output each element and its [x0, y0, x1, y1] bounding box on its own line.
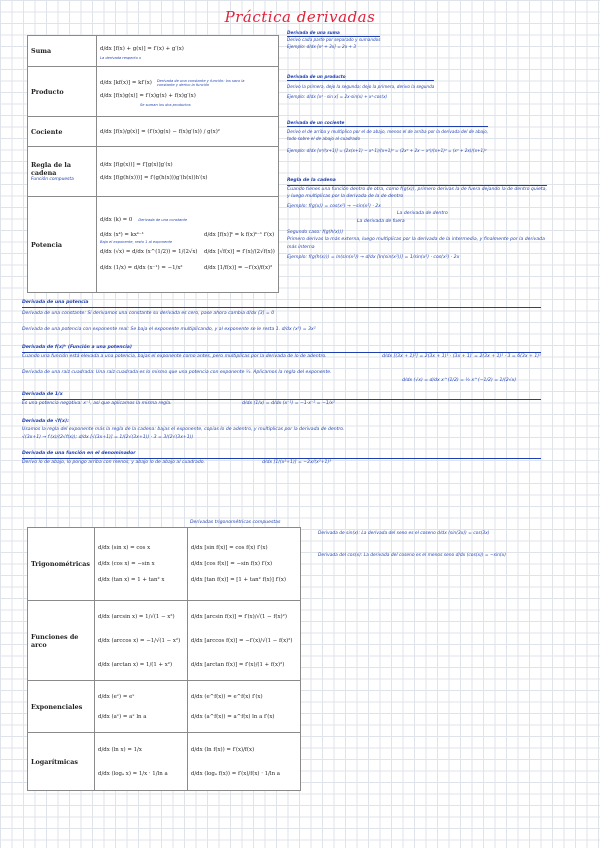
trig-note-cos: Derivada del cos(x): La derivada del coseno es el menos seno d/dx (cos(x)) = −sin(x) — [318, 553, 506, 558]
formula: d/dx [arccos f(x)] = −f′(x)/√(1 − f(x)²) — [190, 637, 293, 644]
notes-producto — [287, 74, 434, 100]
note-line: más interna — [287, 244, 315, 250]
formula: d/dx [f(g(x))] = f′[g(x)]g′(x) — [100, 162, 173, 168]
note-line: Es una potencia negativa: x⁻¹, así que aplicamos la misma regla. — [22, 401, 172, 406]
note-line: Derivada de una potencia con exponente real: Se baja el exponente multiplicando, y al exponente se le resta 1. d/dx (x³) = 3x² — [22, 327, 316, 332]
notes-potencia — [22, 299, 541, 467]
table-row — [28, 36, 279, 67]
formula: d/dx [f(x)g(x)] = f′(x)g(x) + f(x)g′(x) — [100, 93, 196, 99]
formula: d/dx (arccos x) = −1/√(1 − x²) — [98, 637, 181, 644]
notes-cadena — [287, 177, 547, 262]
formula: d/dx (1/x) = d/dx (x⁻¹) = −1/x² — [100, 264, 183, 271]
note-line: Derivo lo de abajo, lo pongo arriba con menos, y abajo lo de abajo al cuadrado. — [22, 460, 206, 465]
note-line: Derivo la primera, dejo la segunda; dejo la primera, derivo la segunda — [287, 84, 435, 90]
row-label-trig: Trigonométricas — [28, 528, 95, 601]
formula: d/dx [arcsin f(x)] = f′(x)/√(1 − f(x)²) — [190, 613, 287, 620]
table-row — [28, 733, 301, 791]
note-example: Ejemplo: d/dx [x² · sin x] = 2x·sin(x) + x²·cos(x) — [287, 93, 388, 99]
formula: d/dx [tan f(x)] = [1 + tan² f(x)] f′(x) — [190, 577, 287, 583]
formula: d/dx [f(x)]ᵏ = k f(x)ᵏ⁻¹ f′(x) — [204, 231, 275, 238]
note-example: Ejemplo: d/dx [x²/(x+1)] = (2x(x+1) − x²·1)/(x+1)² = (2x² + 2x − x²)/(x+1)² = (x² + 2x)/(x+1)² — [287, 148, 487, 154]
note-line: Derivo el de arriba y multiplico por el de abajo, menos el de arriba por la derivada del de abajo, — [287, 129, 489, 135]
note-line: Derivada de una raíz cuadrada: Una raíz cuadrada es lo mismo que una potencia con exponente ½. Aplicamos la regla del exponente. — [22, 370, 332, 375]
table-row — [28, 601, 301, 681]
rules-table — [27, 35, 279, 293]
note-example: Ejemplo: f(g(x)) = cos(x²) → −sin(x²) · 2x — [287, 203, 381, 209]
note-heading: Derivada de un cociente — [287, 120, 488, 127]
row-label-arco: Funciones de arco — [28, 601, 95, 681]
note-heading: Derivada de f(x)ᵏ (Función a una potencia) — [22, 344, 541, 353]
row-label-cociente: Cociente — [28, 117, 97, 147]
notes-cociente — [287, 120, 488, 155]
formula: d/dx [√f(x)] = f′(x)/(2√f(x)) — [204, 248, 275, 255]
formula: d/dx [arctan f(x)] = f′(x)/(1 + f(x)²) — [190, 661, 285, 668]
formula: d/dx (cos x) = −sin x — [98, 561, 155, 567]
note-line: Usamos la regla del exponente más la regla de la cadena: bajas el exponente, copias lo de adentro, y multiplicas por la derivada de dentro. — [22, 427, 345, 432]
note-line: Derivada de una constante: Si derivamos una constante su derivada es cero, pase ahora cambia d/dx [3] = 0 — [22, 311, 275, 316]
table-row — [28, 197, 279, 293]
trig-caption: Derivadas trigonométricas compuestas — [190, 520, 281, 525]
note-line: Cuando tienes una función dentro de otra, como f(g(x)), primero derivas la de fuera dejando la de dentro quieta, — [287, 186, 547, 192]
note-example: d/dx [1/(x²+1)] = −2x/(x²+1)² — [262, 460, 332, 465]
formula: d/dx [sin f(x)] = cos f(x) f′(x) — [190, 545, 268, 551]
note-example: Ejemplo: d/dx [x² + 3x] = 2x + 3 — [287, 43, 357, 49]
formula: d/dx (arcsin x) = 1/√(1 − x²) — [98, 613, 175, 620]
note-example: d/dx [(3x + 1)²] = 2(3x + 1)¹ · (3x + 1)′ = 2(3x + 1)¹ · 3 = 6(3x + 1)¹ — [382, 354, 541, 359]
table-row — [28, 67, 279, 117]
formula: d/dx (ln f(x)) = f′(x)/f(x) — [190, 746, 255, 753]
row-label-cadena: Regla de la cadena — [31, 161, 71, 177]
note-example: d/dx (1/x) = d/dx (x⁻¹) = −1·x⁻² = −1/x² — [242, 401, 335, 406]
formula: d/dx [f(x) + g(x)] = f′(x) + g′(x) — [100, 46, 184, 52]
formula-note: Baja el exponente, resto 1 al exponente — [100, 239, 173, 244]
formula: d/dx (√x) = d/dx (x^(1/2)) = 1/(2√x) — [100, 248, 198, 255]
note-line: Derivo cada parte por separado y sumandos — [287, 37, 381, 43]
formula: d/dx [1/f(x)] = −f′(x)/f(x)² — [204, 264, 273, 271]
note-heading: Derivada de una función en el denominador — [22, 450, 541, 459]
trig-note-sin: Derivada de sin(x): La derivada del seno es el coseno d/dx (sin(3x)) = cos(3x) — [318, 531, 490, 536]
note-line: todo sobre el de abajo al cuadrado — [287, 135, 361, 141]
formula-note: Derivada de una constante — [138, 218, 188, 222]
formula-note: Derivada de una constante y función: los saco la constante y derivo la función — [156, 78, 245, 87]
note-line: Cuando una función está elevada a una potencia, bajas el exponente como antes, pero multiplicas por la derivada de lo de adentro. — [22, 354, 327, 359]
note-line: Primero derivas la más externa, luego multiplicas por la derivada de la intermedia, y finalmente por la derivada — [287, 237, 545, 243]
formula: d/dx (logₐ x) = 1/x · 1/ln a — [98, 770, 168, 777]
note-example: Ejemplo: f(g(h(x))) = ln(sin(x²)) → d/dx [ln(sin(x²))] = 1/sin(x²) · cos(x²) · 2x — [287, 255, 460, 261]
formula: d/dx [cos f(x)] = −sin f(x) f′(x) — [190, 561, 273, 567]
note-example: √(3x+1) → f′(x)/(2√f(x)); d/dx [√(3x+1)] = 1/(2√(3x+1)) · 3 = 3/(2√(3x+1)) — [22, 435, 194, 440]
formula: d/dx (sin x) = cos x — [98, 545, 151, 551]
note-line: y luego multiplicas por la derivada de la de dentro — [287, 194, 404, 200]
note-heading: Derivada de 1/x — [22, 391, 541, 400]
trig-table — [27, 527, 301, 791]
note-heading: Derivada de una suma — [287, 30, 380, 37]
row-sublabel: Función compuesta — [31, 177, 74, 182]
formula: d/dx (logₐ f(x)) = f′(x)/f(x) · 1/ln a — [190, 770, 280, 777]
row-label-suma: Suma — [28, 36, 97, 67]
notes-suma — [287, 30, 380, 50]
formula: d/dx (xᵏ) = kxᵏ⁻¹ — [100, 231, 144, 238]
formula: d/dx [kf(x)] = kf′(x) — [100, 80, 152, 86]
table-row — [28, 117, 279, 147]
formula: d/dx (e^f(x)) = e^f(x) f′(x) — [190, 693, 263, 700]
note-heading: Regla de la cadena — [287, 177, 547, 186]
note-annotation: La derivada de fuera — [357, 218, 405, 224]
table-row — [28, 528, 301, 601]
formula: d/dx (arctan x) = 1/(1 + x²) — [98, 661, 173, 668]
formula: d/dx (a^f(x)) = a^f(x) ln a f′(x) — [190, 713, 275, 720]
note-heading: Derivada de un producto — [287, 74, 434, 81]
note-heading: Derivada de una potencia — [22, 299, 541, 308]
note-line: Segundo caso: f(g(h(x))) — [287, 229, 344, 235]
row-label-exp: Exponenciales — [28, 681, 95, 733]
formula: d/dx (aˣ) = aˣ ln a — [98, 713, 147, 720]
row-label-potencia: Potencia — [28, 197, 97, 293]
formula: d/dx [f(g(h(x)))] = f′(g(h(x)))g′(h(x))h′(x) — [100, 175, 208, 181]
row-label-log: Logarítmicas — [28, 733, 95, 791]
formula: d/dx [f(x)/g(x)] = (f′(x)g(x) − f(x)g′(x)) / g(x)² — [100, 128, 220, 135]
formula: d/dx (k) = 0 — [100, 217, 133, 223]
page-title: Práctica derivadas — [224, 8, 376, 26]
formula-note: La derivada respecto x — [100, 55, 142, 60]
table-row — [28, 681, 301, 733]
formula: d/dx (eˣ) = eˣ — [98, 693, 135, 700]
row-label-producto: Producto — [28, 67, 97, 117]
formula: d/dx (tan x) = 1 + tan² x — [98, 577, 165, 583]
note-example: d/dx (√x) = d/dx x^(1/2) = ½ x^(−1/2) = 1/(2√x) — [402, 378, 517, 383]
note-heading: Derivada de √f(x): — [22, 419, 69, 424]
table-row — [28, 147, 279, 197]
note-annotation: La derivada de dentro — [397, 211, 448, 217]
formula-note: Se suman los dos productos — [140, 102, 191, 107]
formula: d/dx (ln x) = 1/x — [98, 746, 142, 753]
